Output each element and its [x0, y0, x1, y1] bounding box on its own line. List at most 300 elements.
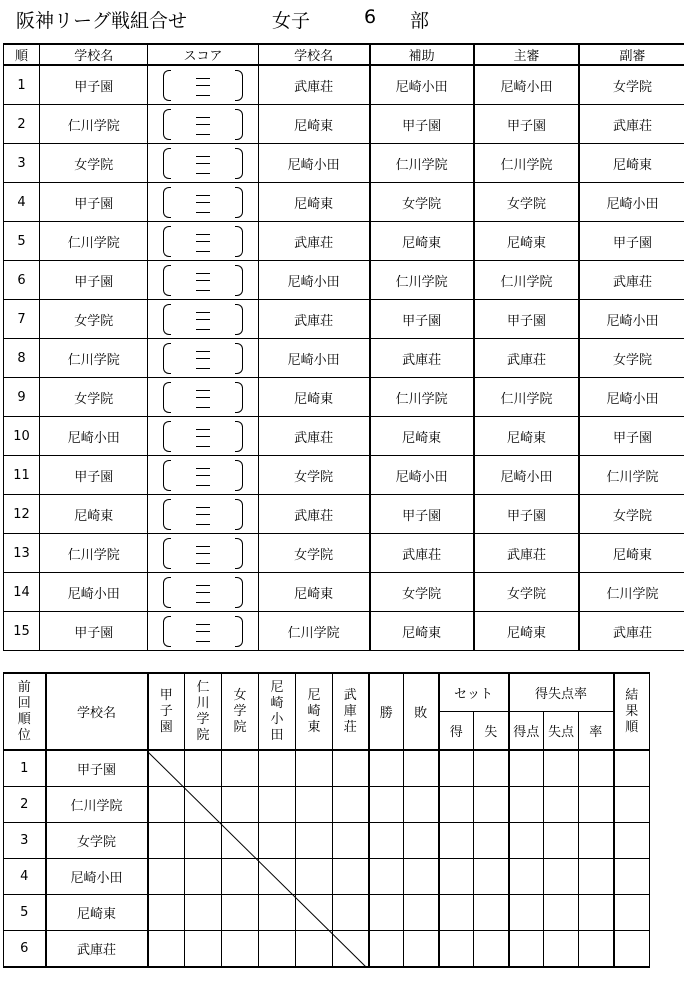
school-cell: 女学院 [46, 823, 148, 859]
result-cell[interactable] [579, 750, 614, 787]
left-bracket-icon [163, 499, 171, 530]
assist-cell: 尼崎東 [370, 417, 474, 456]
result-cell[interactable] [509, 859, 544, 895]
header-wins: 勝 [369, 673, 404, 750]
score-entry-box[interactable] [163, 224, 243, 258]
result-cell[interactable] [544, 931, 579, 968]
dash-icon [196, 290, 210, 291]
main-ref-cell: 武庫荘 [474, 534, 579, 573]
opponent-cell: 尼崎小田 [258, 339, 369, 378]
dash-icon [196, 631, 210, 632]
rank-cell: 3 [4, 823, 46, 859]
opponent-cell: 仁川学院 [258, 612, 369, 651]
school-cell: 甲子園 [40, 612, 148, 651]
header-losses: 敗 [404, 673, 439, 750]
assist-cell: 女学院 [370, 573, 474, 612]
right-bracket-icon [235, 187, 243, 218]
main-ref-cell: 甲子園 [474, 105, 579, 144]
result-cell[interactable] [439, 859, 474, 895]
match-no-cell: 8 [4, 339, 40, 378]
schedule-header-row [4, 44, 684, 65]
left-bracket-icon [163, 577, 171, 608]
result-cell[interactable] [614, 931, 650, 968]
dash-icon [196, 602, 210, 603]
sub-ref-cell: 尼崎東 [579, 144, 684, 183]
result-cell[interactable] [579, 787, 614, 823]
header-school: 学校名 [40, 44, 148, 65]
school-cell: 仁川学院 [40, 534, 148, 573]
table-row [4, 378, 684, 417]
result-cell[interactable] [185, 823, 222, 859]
result-cell[interactable] [404, 895, 439, 931]
result-cell[interactable] [259, 787, 296, 823]
result-cell[interactable] [579, 823, 614, 859]
result-cell[interactable] [296, 859, 333, 895]
right-bracket-icon [235, 70, 243, 101]
header-opp-1: 甲 子 園 [148, 673, 185, 750]
dash-icon [196, 397, 210, 398]
header-main-ref: 主審 [474, 44, 579, 65]
score-entry-box[interactable] [163, 107, 243, 141]
table-row [4, 456, 684, 495]
assist-cell: 尼崎小田 [370, 456, 474, 495]
result-cell[interactable] [544, 823, 579, 859]
assist-cell: 尼崎東 [370, 222, 474, 261]
header-points-against: 失点 [544, 712, 579, 751]
result-cell[interactable] [333, 750, 369, 787]
opponent-cell: 女学院 [258, 456, 369, 495]
score-entry-box[interactable] [163, 536, 243, 570]
left-bracket-icon [163, 70, 171, 101]
result-cell[interactable] [614, 787, 650, 823]
header-standings-school: 学校名 [46, 673, 148, 750]
result-cell[interactable] [404, 787, 439, 823]
dash-icon [196, 329, 210, 330]
opponent-cell: 武庫荘 [258, 300, 369, 339]
header-points-for: 得点 [509, 712, 544, 751]
result-cell[interactable] [369, 931, 404, 968]
header-assist: 補助 [370, 44, 474, 65]
table-row [4, 823, 650, 859]
result-cell[interactable] [544, 895, 579, 931]
sub-ref-cell: 尼崎小田 [579, 183, 684, 222]
result-cell[interactable] [404, 931, 439, 968]
dash-icon [196, 563, 210, 564]
table-row [4, 105, 684, 144]
score-entry-box[interactable] [163, 341, 243, 375]
header-prev-rank: 前 回 順 位 [4, 673, 46, 750]
result-cell[interactable] [333, 823, 369, 859]
dash-icon [196, 429, 210, 430]
result-cell[interactable] [439, 787, 474, 823]
result-cell[interactable] [296, 895, 333, 931]
result-cell[interactable] [369, 750, 404, 787]
sub-ref-cell: 甲子園 [579, 417, 684, 456]
result-cell[interactable] [333, 931, 369, 968]
result-cell[interactable] [333, 859, 369, 895]
school-cell: 尼崎小田 [40, 417, 148, 456]
match-no-cell: 14 [4, 573, 40, 612]
left-bracket-icon [163, 304, 171, 335]
opponent-cell: 尼崎東 [258, 573, 369, 612]
result-cell[interactable] [296, 787, 333, 823]
result-cell[interactable] [369, 787, 404, 823]
score-entry-box[interactable] [163, 614, 243, 648]
school-cell: 尼崎小田 [46, 859, 148, 895]
dash-icon [196, 124, 210, 125]
main-ref-cell: 仁川学院 [474, 144, 579, 183]
dash-icon [196, 524, 210, 525]
school-cell: 尼崎東 [40, 495, 148, 534]
school-cell: 仁川学院 [40, 222, 148, 261]
sub-ref-cell: 尼崎東 [579, 534, 684, 573]
score-entry-box[interactable] [163, 302, 243, 336]
sub-ref-cell: 尼崎小田 [579, 378, 684, 417]
result-cell[interactable] [259, 859, 296, 895]
dash-icon [196, 173, 210, 174]
result-cell[interactable] [333, 787, 369, 823]
school-cell: 尼崎小田 [40, 573, 148, 612]
opponent-cell: 尼崎東 [258, 105, 369, 144]
result-cell[interactable] [474, 823, 509, 859]
result-cell[interactable] [148, 931, 185, 968]
table-row [4, 495, 684, 534]
match-no-cell: 15 [4, 612, 40, 651]
opponent-cell: 尼崎小田 [258, 261, 369, 300]
assist-cell: 甲子園 [370, 300, 474, 339]
match-no-cell: 9 [4, 378, 40, 417]
dash-icon [196, 202, 210, 203]
result-cell[interactable] [579, 859, 614, 895]
score-cell[interactable] [148, 456, 258, 495]
table-row [4, 859, 650, 895]
result-cell[interactable] [439, 750, 474, 787]
title-suffix: 部 [410, 10, 430, 32]
match-no-cell: 12 [4, 495, 40, 534]
result-cell[interactable] [614, 750, 650, 787]
header-result-rank: 結 果 順 [614, 673, 650, 750]
result-cell[interactable] [474, 859, 509, 895]
score-entry-box[interactable] [163, 380, 243, 414]
opponent-cell: 武庫荘 [258, 65, 369, 105]
opponent-cell: 武庫荘 [258, 222, 369, 261]
result-cell[interactable] [474, 787, 509, 823]
table-row [4, 787, 650, 823]
right-bracket-icon [235, 538, 243, 569]
score-cell[interactable] [148, 65, 258, 105]
result-cell[interactable] [296, 931, 333, 968]
school-cell: 女学院 [40, 144, 148, 183]
score-entry-box[interactable] [163, 497, 243, 531]
rank-cell: 1 [4, 750, 46, 787]
result-cell[interactable] [509, 823, 544, 859]
table-row [4, 183, 684, 222]
school-cell: 仁川学院 [46, 787, 148, 823]
dash-icon [196, 468, 210, 469]
result-cell[interactable] [333, 895, 369, 931]
sub-ref-cell: 女学院 [579, 65, 684, 105]
table-row [4, 222, 684, 261]
result-cell[interactable] [474, 895, 509, 931]
dash-icon [196, 319, 210, 320]
score-cell[interactable] [148, 339, 258, 378]
dash-icon [196, 585, 210, 586]
main-ref-cell: 尼崎東 [474, 417, 579, 456]
standings-table [3, 672, 650, 968]
right-bracket-icon [235, 616, 243, 647]
result-cell[interactable] [222, 823, 259, 859]
score-cell[interactable] [148, 378, 258, 417]
main-ref-cell: 甲子園 [474, 495, 579, 534]
left-bracket-icon [163, 382, 171, 413]
left-bracket-icon [163, 343, 171, 374]
school-cell: 甲子園 [40, 456, 148, 495]
result-cell[interactable] [222, 931, 259, 968]
right-bracket-icon [235, 265, 243, 296]
opponent-cell: 尼崎東 [258, 378, 369, 417]
result-cell[interactable] [614, 859, 650, 895]
match-no-cell: 10 [4, 417, 40, 456]
right-bracket-icon [235, 577, 243, 608]
score-cell[interactable] [148, 495, 258, 534]
rank-cell: 5 [4, 895, 46, 931]
result-cell[interactable] [404, 859, 439, 895]
score-entry-box[interactable] [163, 575, 243, 609]
result-cell[interactable] [148, 823, 185, 859]
dash-icon [196, 436, 210, 437]
rank-cell: 4 [4, 859, 46, 895]
header-opponent: 学校名 [258, 44, 369, 65]
score-cell[interactable] [148, 261, 258, 300]
header-points-ratio: 得失点率 [509, 673, 614, 712]
dash-icon [196, 624, 210, 625]
left-bracket-icon [163, 616, 171, 647]
dash-icon [196, 407, 210, 408]
school-cell: 尼崎東 [46, 895, 148, 931]
result-cell[interactable] [185, 787, 222, 823]
right-bracket-icon [235, 421, 243, 452]
score-entry-box[interactable] [163, 419, 243, 453]
header-sub-ref: 副審 [579, 44, 684, 65]
result-cell[interactable] [509, 931, 544, 968]
right-bracket-icon [235, 109, 243, 140]
score-cell[interactable] [148, 222, 258, 261]
result-cell[interactable] [439, 823, 474, 859]
dash-icon [196, 241, 210, 242]
assist-cell: 武庫荘 [370, 534, 474, 573]
result-cell[interactable] [185, 895, 222, 931]
assist-cell: 仁川学院 [370, 144, 474, 183]
result-cell[interactable] [404, 750, 439, 787]
school-cell: 仁川学院 [40, 105, 148, 144]
sub-ref-cell: 武庫荘 [579, 612, 684, 651]
result-cell[interactable] [296, 823, 333, 859]
dash-icon [196, 134, 210, 135]
result-cell[interactable] [544, 859, 579, 895]
right-bracket-icon [235, 304, 243, 335]
left-bracket-icon [163, 421, 171, 452]
dash-icon [196, 592, 210, 593]
dash-icon [196, 351, 210, 352]
result-cell[interactable] [544, 750, 579, 787]
result-cell[interactable] [509, 787, 544, 823]
right-bracket-icon [235, 382, 243, 413]
result-cell[interactable] [474, 750, 509, 787]
score-entry-box[interactable] [163, 458, 243, 492]
result-cell[interactable] [185, 859, 222, 895]
sub-ref-cell: 甲子園 [579, 222, 684, 261]
assist-cell: 尼崎東 [370, 612, 474, 651]
result-cell[interactable] [148, 859, 185, 895]
result-cell[interactable] [544, 787, 579, 823]
result-cell[interactable] [509, 750, 544, 787]
school-cell: 女学院 [40, 300, 148, 339]
result-cell[interactable] [148, 750, 185, 787]
result-cell[interactable] [222, 859, 259, 895]
result-cell[interactable] [474, 931, 509, 968]
match-schedule-table [3, 43, 684, 651]
score-cell[interactable] [148, 183, 258, 222]
assist-cell: 甲子園 [370, 495, 474, 534]
result-cell[interactable] [222, 750, 259, 787]
result-cell[interactable] [185, 750, 222, 787]
opponent-cell: 武庫荘 [258, 417, 369, 456]
result-cell[interactable] [296, 750, 333, 787]
left-bracket-icon [163, 265, 171, 296]
dash-icon [196, 117, 210, 118]
table-row [4, 65, 684, 105]
result-cell[interactable] [439, 931, 474, 968]
title-number: 6 [364, 6, 377, 28]
table-row [4, 300, 684, 339]
assist-cell: 尼崎小田 [370, 65, 474, 105]
result-cell[interactable] [259, 750, 296, 787]
rank-cell: 2 [4, 787, 46, 823]
school-cell: 甲子園 [40, 261, 148, 300]
result-cell[interactable] [222, 787, 259, 823]
main-ref-cell: 尼崎東 [474, 222, 579, 261]
score-entry-box[interactable] [163, 185, 243, 219]
main-ref-cell: 甲子園 [474, 300, 579, 339]
assist-cell: 武庫荘 [370, 339, 474, 378]
result-cell[interactable] [148, 895, 185, 931]
result-cell[interactable] [369, 859, 404, 895]
table-row [4, 339, 684, 378]
left-bracket-icon [163, 148, 171, 179]
left-bracket-icon [163, 187, 171, 218]
score-cell[interactable] [148, 534, 258, 573]
dash-icon [196, 368, 210, 369]
result-cell[interactable] [369, 823, 404, 859]
score-cell[interactable] [148, 105, 258, 144]
sub-ref-cell: 仁川学院 [579, 456, 684, 495]
result-cell[interactable] [614, 823, 650, 859]
sub-ref-cell: 武庫荘 [579, 105, 684, 144]
score-cell[interactable] [148, 573, 258, 612]
dash-icon [196, 195, 210, 196]
result-cell[interactable] [579, 895, 614, 931]
school-cell: 甲子園 [40, 65, 148, 105]
sub-ref-cell: 尼崎小田 [579, 300, 684, 339]
main-ref-cell: 仁川学院 [474, 378, 579, 417]
dash-icon [196, 273, 210, 274]
dash-icon [196, 514, 210, 515]
header-set-won: 得 [439, 712, 474, 751]
dash-icon [196, 234, 210, 235]
result-cell[interactable] [614, 895, 650, 931]
title-main: 阪神リーグ戦組合せ [16, 10, 188, 32]
result-cell[interactable] [259, 823, 296, 859]
match-no-cell: 11 [4, 456, 40, 495]
dash-icon [196, 95, 210, 96]
result-cell[interactable] [509, 895, 544, 931]
result-cell[interactable] [579, 931, 614, 968]
school-cell: 武庫荘 [46, 931, 148, 968]
match-no-cell: 4 [4, 183, 40, 222]
opponent-cell: 尼崎小田 [258, 144, 369, 183]
header-opp-6: 武 庫 荘 [333, 673, 369, 750]
result-cell[interactable] [222, 895, 259, 931]
match-no-cell: 5 [4, 222, 40, 261]
result-cell[interactable] [369, 895, 404, 931]
score-entry-box[interactable] [163, 263, 243, 297]
score-cell[interactable] [148, 144, 258, 183]
score-cell[interactable] [148, 300, 258, 339]
header-set-lost: 失 [474, 712, 509, 751]
result-cell[interactable] [259, 931, 296, 968]
header-set: セット [439, 673, 509, 712]
header-opp-5: 尼 崎 東 [296, 673, 333, 750]
match-no-cell: 1 [4, 65, 40, 105]
dash-icon [196, 546, 210, 547]
school-cell: 女学院 [40, 378, 148, 417]
left-bracket-icon [163, 460, 171, 491]
dash-icon [196, 553, 210, 554]
dash-icon [196, 85, 210, 86]
score-cell[interactable] [148, 417, 258, 456]
opponent-cell: 尼崎東 [258, 183, 369, 222]
main-ref-cell: 尼崎東 [474, 612, 579, 651]
main-ref-cell: 仁川学院 [474, 261, 579, 300]
sub-ref-cell: 仁川学院 [579, 573, 684, 612]
dash-icon [196, 163, 210, 164]
score-cell[interactable] [148, 612, 258, 651]
score-entry-box[interactable] [163, 68, 243, 102]
dash-icon [196, 78, 210, 79]
dash-icon [196, 485, 210, 486]
result-cell[interactable] [404, 823, 439, 859]
opponent-cell: 女学院 [258, 534, 369, 573]
header-opp-3: 女 学 院 [222, 673, 259, 750]
rank-cell: 6 [4, 931, 46, 968]
score-entry-box[interactable] [163, 146, 243, 180]
assist-cell: 甲子園 [370, 105, 474, 144]
dash-icon [196, 312, 210, 313]
match-no-cell: 7 [4, 300, 40, 339]
dash-icon [196, 475, 210, 476]
dash-icon [196, 358, 210, 359]
table-row [4, 261, 684, 300]
result-cell[interactable] [148, 787, 185, 823]
title-division: 女子 [272, 10, 311, 32]
result-cell[interactable] [185, 931, 222, 968]
sub-ref-cell: 女学院 [579, 339, 684, 378]
result-cell[interactable] [259, 895, 296, 931]
table-row [4, 144, 684, 183]
dash-icon [196, 280, 210, 281]
dash-icon [196, 156, 210, 157]
result-cell[interactable] [439, 895, 474, 931]
